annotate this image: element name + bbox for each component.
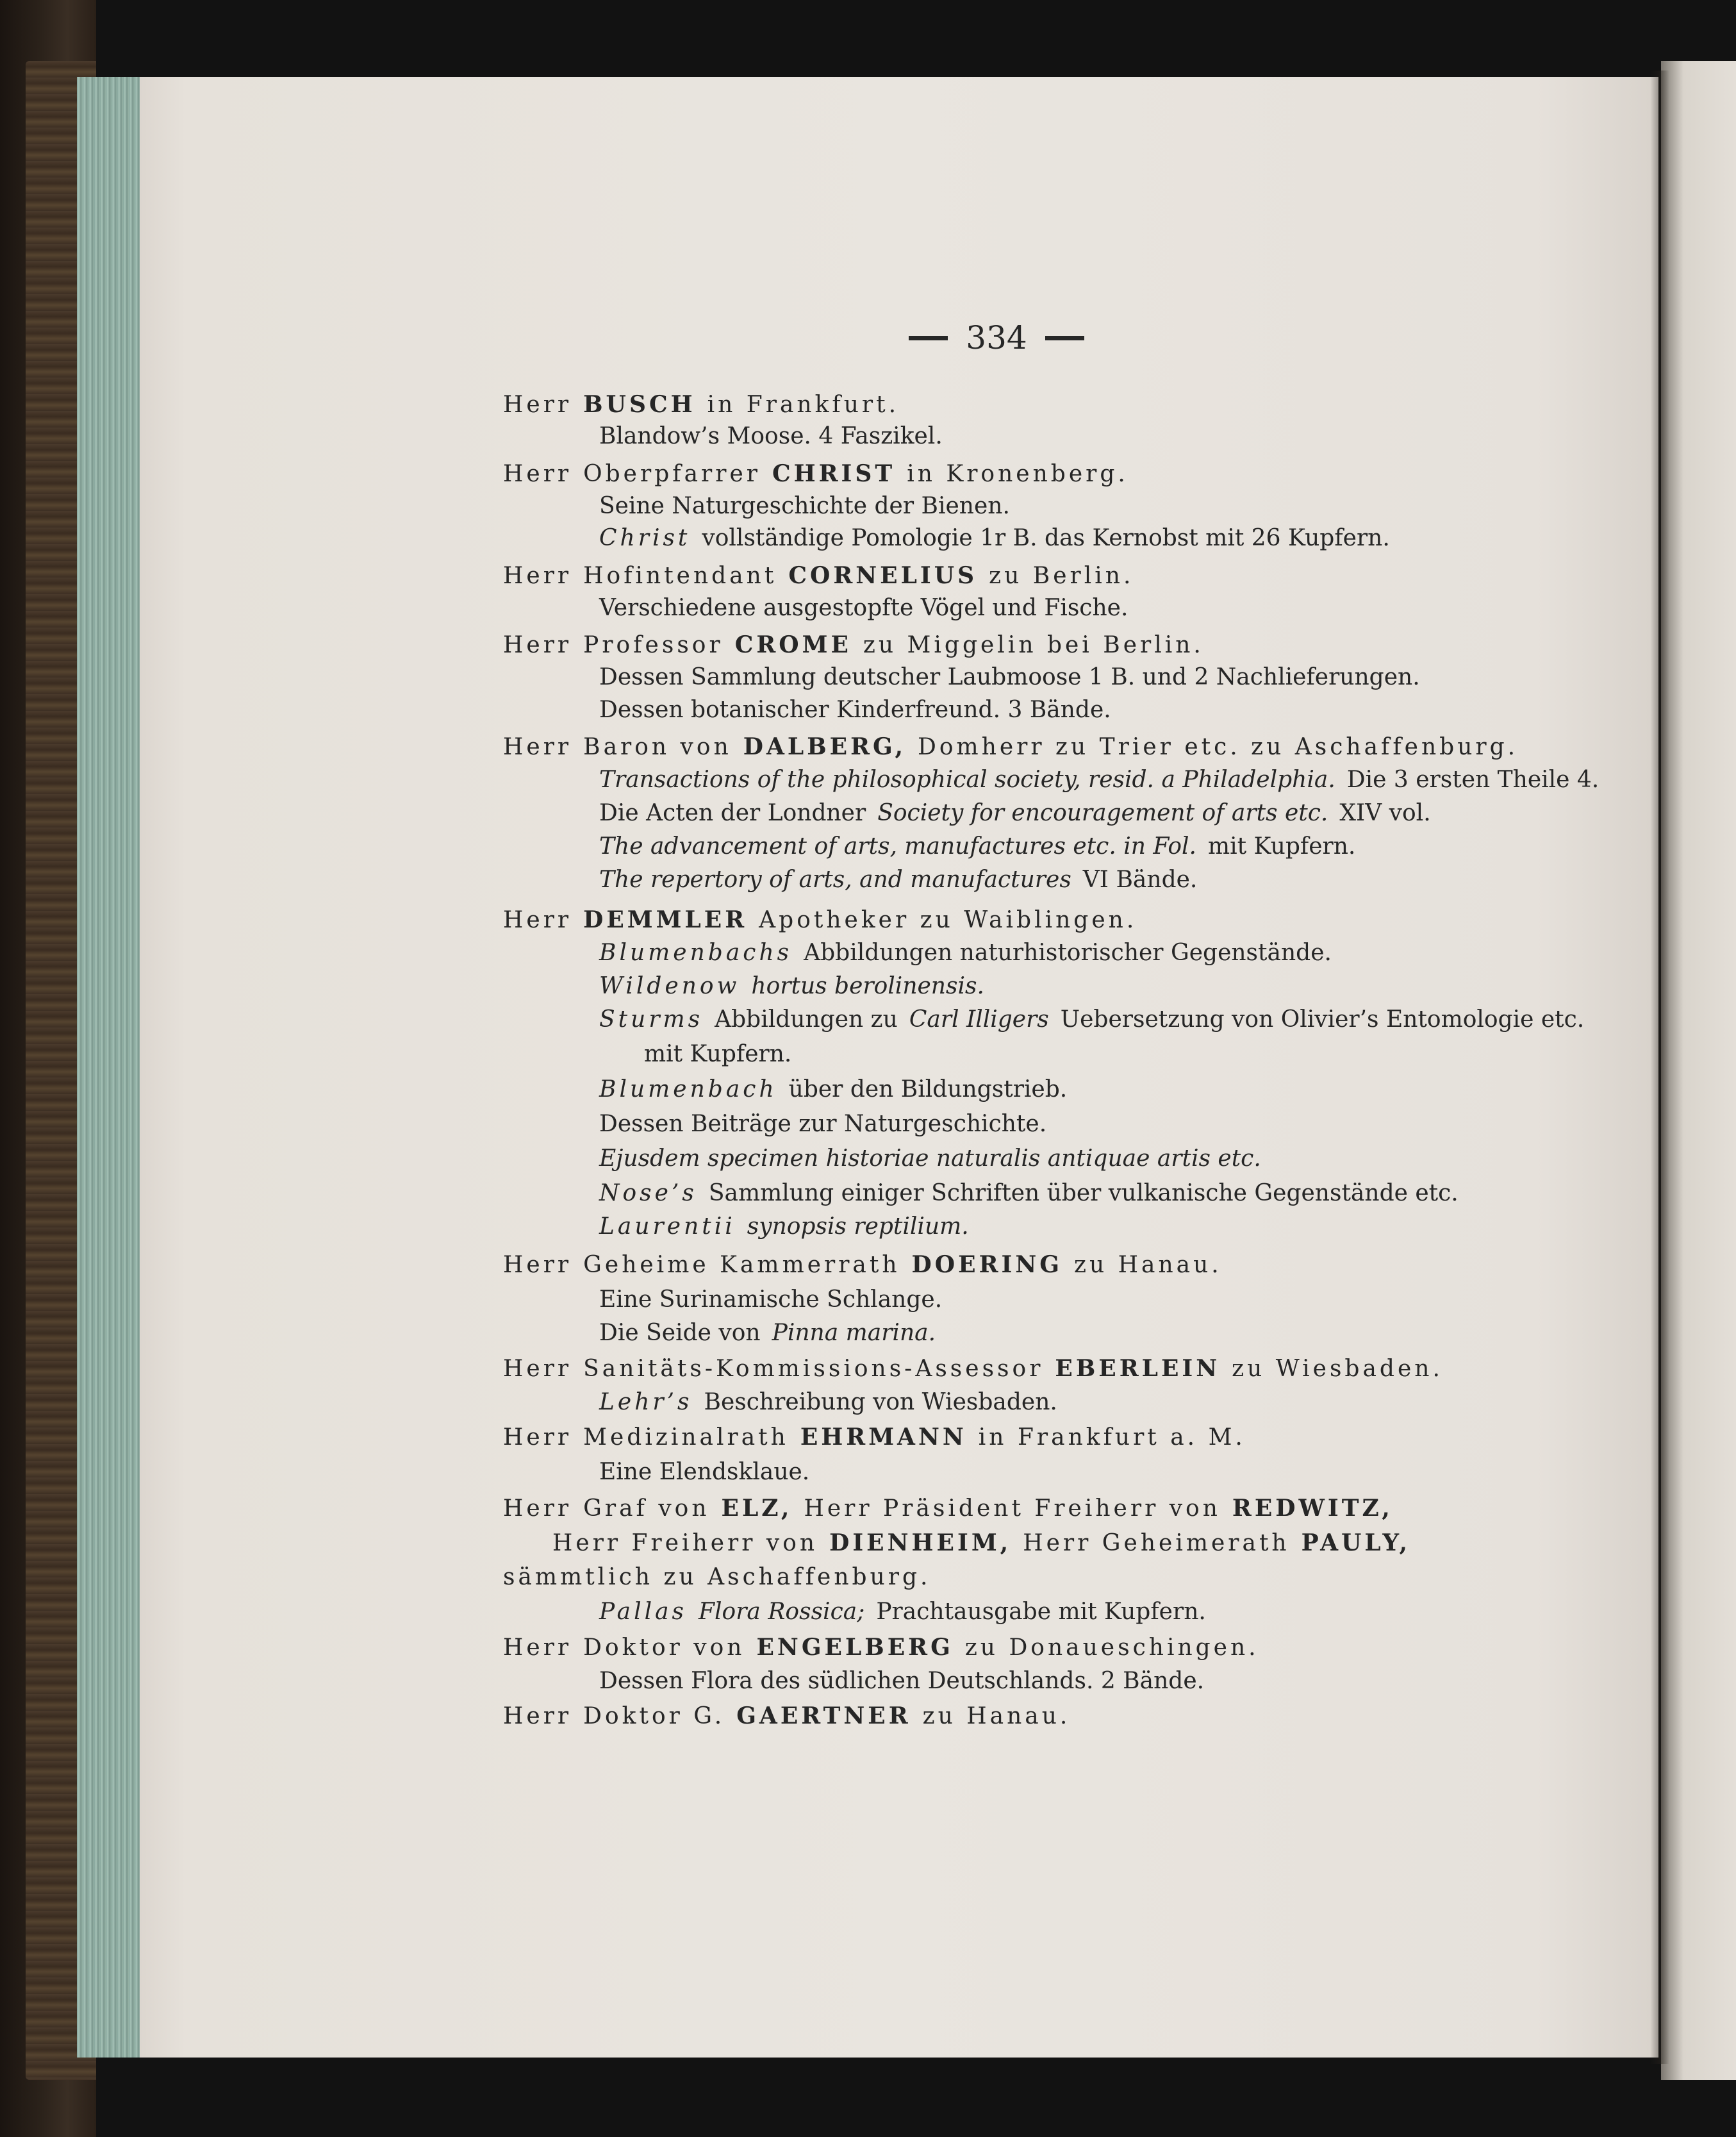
entry-crome: Herr Professor CROME zu Miggelin bei Berlin. — [503, 631, 1204, 658]
item-line: Blumenbach über den Bildungstrieb. — [599, 1076, 1068, 1102]
item-line: Lehr’s Beschreibung von Wiesbaden. — [599, 1389, 1057, 1415]
page-number-text: 334 — [966, 319, 1027, 356]
item-line: mit Kupfern. — [644, 1041, 792, 1067]
item-line: Ejusdem specimen historiae naturalis antiquae artis etc. — [599, 1145, 1261, 1172]
item-line: Blumenbachs Abbildungen naturhistorischer Gegenstände. — [599, 940, 1332, 966]
page-number — [891, 315, 1102, 360]
item-line: Nose’s Sammlung einiger Schriften über vulkanische Gegenstände etc. — [599, 1180, 1459, 1206]
dash-left — [909, 336, 948, 340]
entry-ehrmann: Herr Medizinalrath EHRMANN in Frankfurt a. M. — [503, 1424, 1246, 1451]
item-line: Blandow’s Moose. 4 Faszikel. — [599, 423, 943, 449]
item-line: Eine Elendsklaue. — [599, 1459, 810, 1485]
dash-right — [1045, 336, 1084, 340]
item-line: Seine Naturgeschichte der Bienen. — [599, 493, 1010, 519]
item-line: Dessen Beiträge zur Naturgeschichte. — [599, 1111, 1047, 1137]
entry-eberlein: Herr Sanitäts-Kommissions-Assessor EBERLEIN zu Wiesbaden. — [503, 1355, 1443, 1382]
item-line: Die Seide von Pinna marina. — [599, 1320, 936, 1346]
gutter-shadow — [1650, 71, 1669, 2064]
entry-busch: Herr BUSCH in Frankfurt. — [503, 391, 900, 418]
item-line: Dessen Sammlung deutscher Laubmoose 1 B. und 2 Nachlieferungen. — [599, 664, 1420, 690]
item-line: Die Acten der Londner Society for encouragement of arts etc. XIV vol. — [599, 800, 1431, 826]
entry-cornelius: Herr Hofintendant CORNELIUS zu Berlin. — [503, 562, 1134, 589]
item-line: The repertory of arts, and manufactures VI Bände. — [599, 867, 1198, 893]
item-line: Dessen botanischer Kinderfreund. 3 Bände. — [599, 697, 1111, 723]
book-page — [140, 77, 1658, 2058]
entry-continuation: Herr Freiherr von DIENHEIM, Herr Geheimerath PAULY, — [552, 1529, 1411, 1556]
item-line: Christ vollständige Pomologie 1r B. das Kernobst mit 26 Kupfern. — [599, 525, 1390, 551]
item-line: Transactions of the philosophical society, resid. a Philadelphia. Die 3 ersten Theile 4. — [599, 767, 1600, 793]
entry-christ: Herr Oberpfarrer CHRIST in Kronenberg. — [503, 460, 1128, 487]
entry-dalberg: Herr Baron von DALBERG, Domherr zu Trier etc. zu Aschaffenburg. — [503, 733, 1519, 760]
item-line: Laurentii synopsis reptilium. — [599, 1213, 969, 1240]
entry-gaertner: Herr Doktor G. GAERTNER zu Hanau. — [503, 1702, 1071, 1729]
item-line: Dessen Flora des südlichen Deutschlands. 2 Bände. — [599, 1668, 1205, 1694]
item-line: Verschiedene ausgestopfte Vögel und Fische. — [599, 595, 1128, 621]
entry-doering: Herr Geheime Kammerrath DOERING zu Hanau. — [503, 1251, 1222, 1278]
facing-page-edge — [1661, 61, 1736, 2080]
item-line: Pallas Flora Rossica; Prachtausgabe mit Kupfern. — [599, 1599, 1206, 1625]
item-line: Sturms Abbildungen zu Carl Illigers Uebersetzung von Olivier’s Entomologie etc. — [599, 1006, 1585, 1033]
item-line: The advancement of arts, manufactures etc. in Fol. mit Kupfern. — [599, 833, 1356, 860]
entry-elz: Herr Graf von ELZ, Herr Präsident Freiherr von REDWITZ, — [503, 1495, 1393, 1522]
page-edges — [77, 77, 149, 2058]
entry-engelberg: Herr Doktor von ENGELBERG zu Donaueschingen. — [503, 1634, 1259, 1661]
item-line: Wildenow hortus berolinensis. — [599, 973, 984, 999]
item-line: Eine Surinamische Schlange. — [599, 1286, 943, 1313]
entry-demmler: Herr DEMMLER Apotheker zu Waiblingen. — [503, 906, 1137, 933]
entry-continuation: sämmtlich zu Aschaffenburg. — [503, 1564, 931, 1590]
